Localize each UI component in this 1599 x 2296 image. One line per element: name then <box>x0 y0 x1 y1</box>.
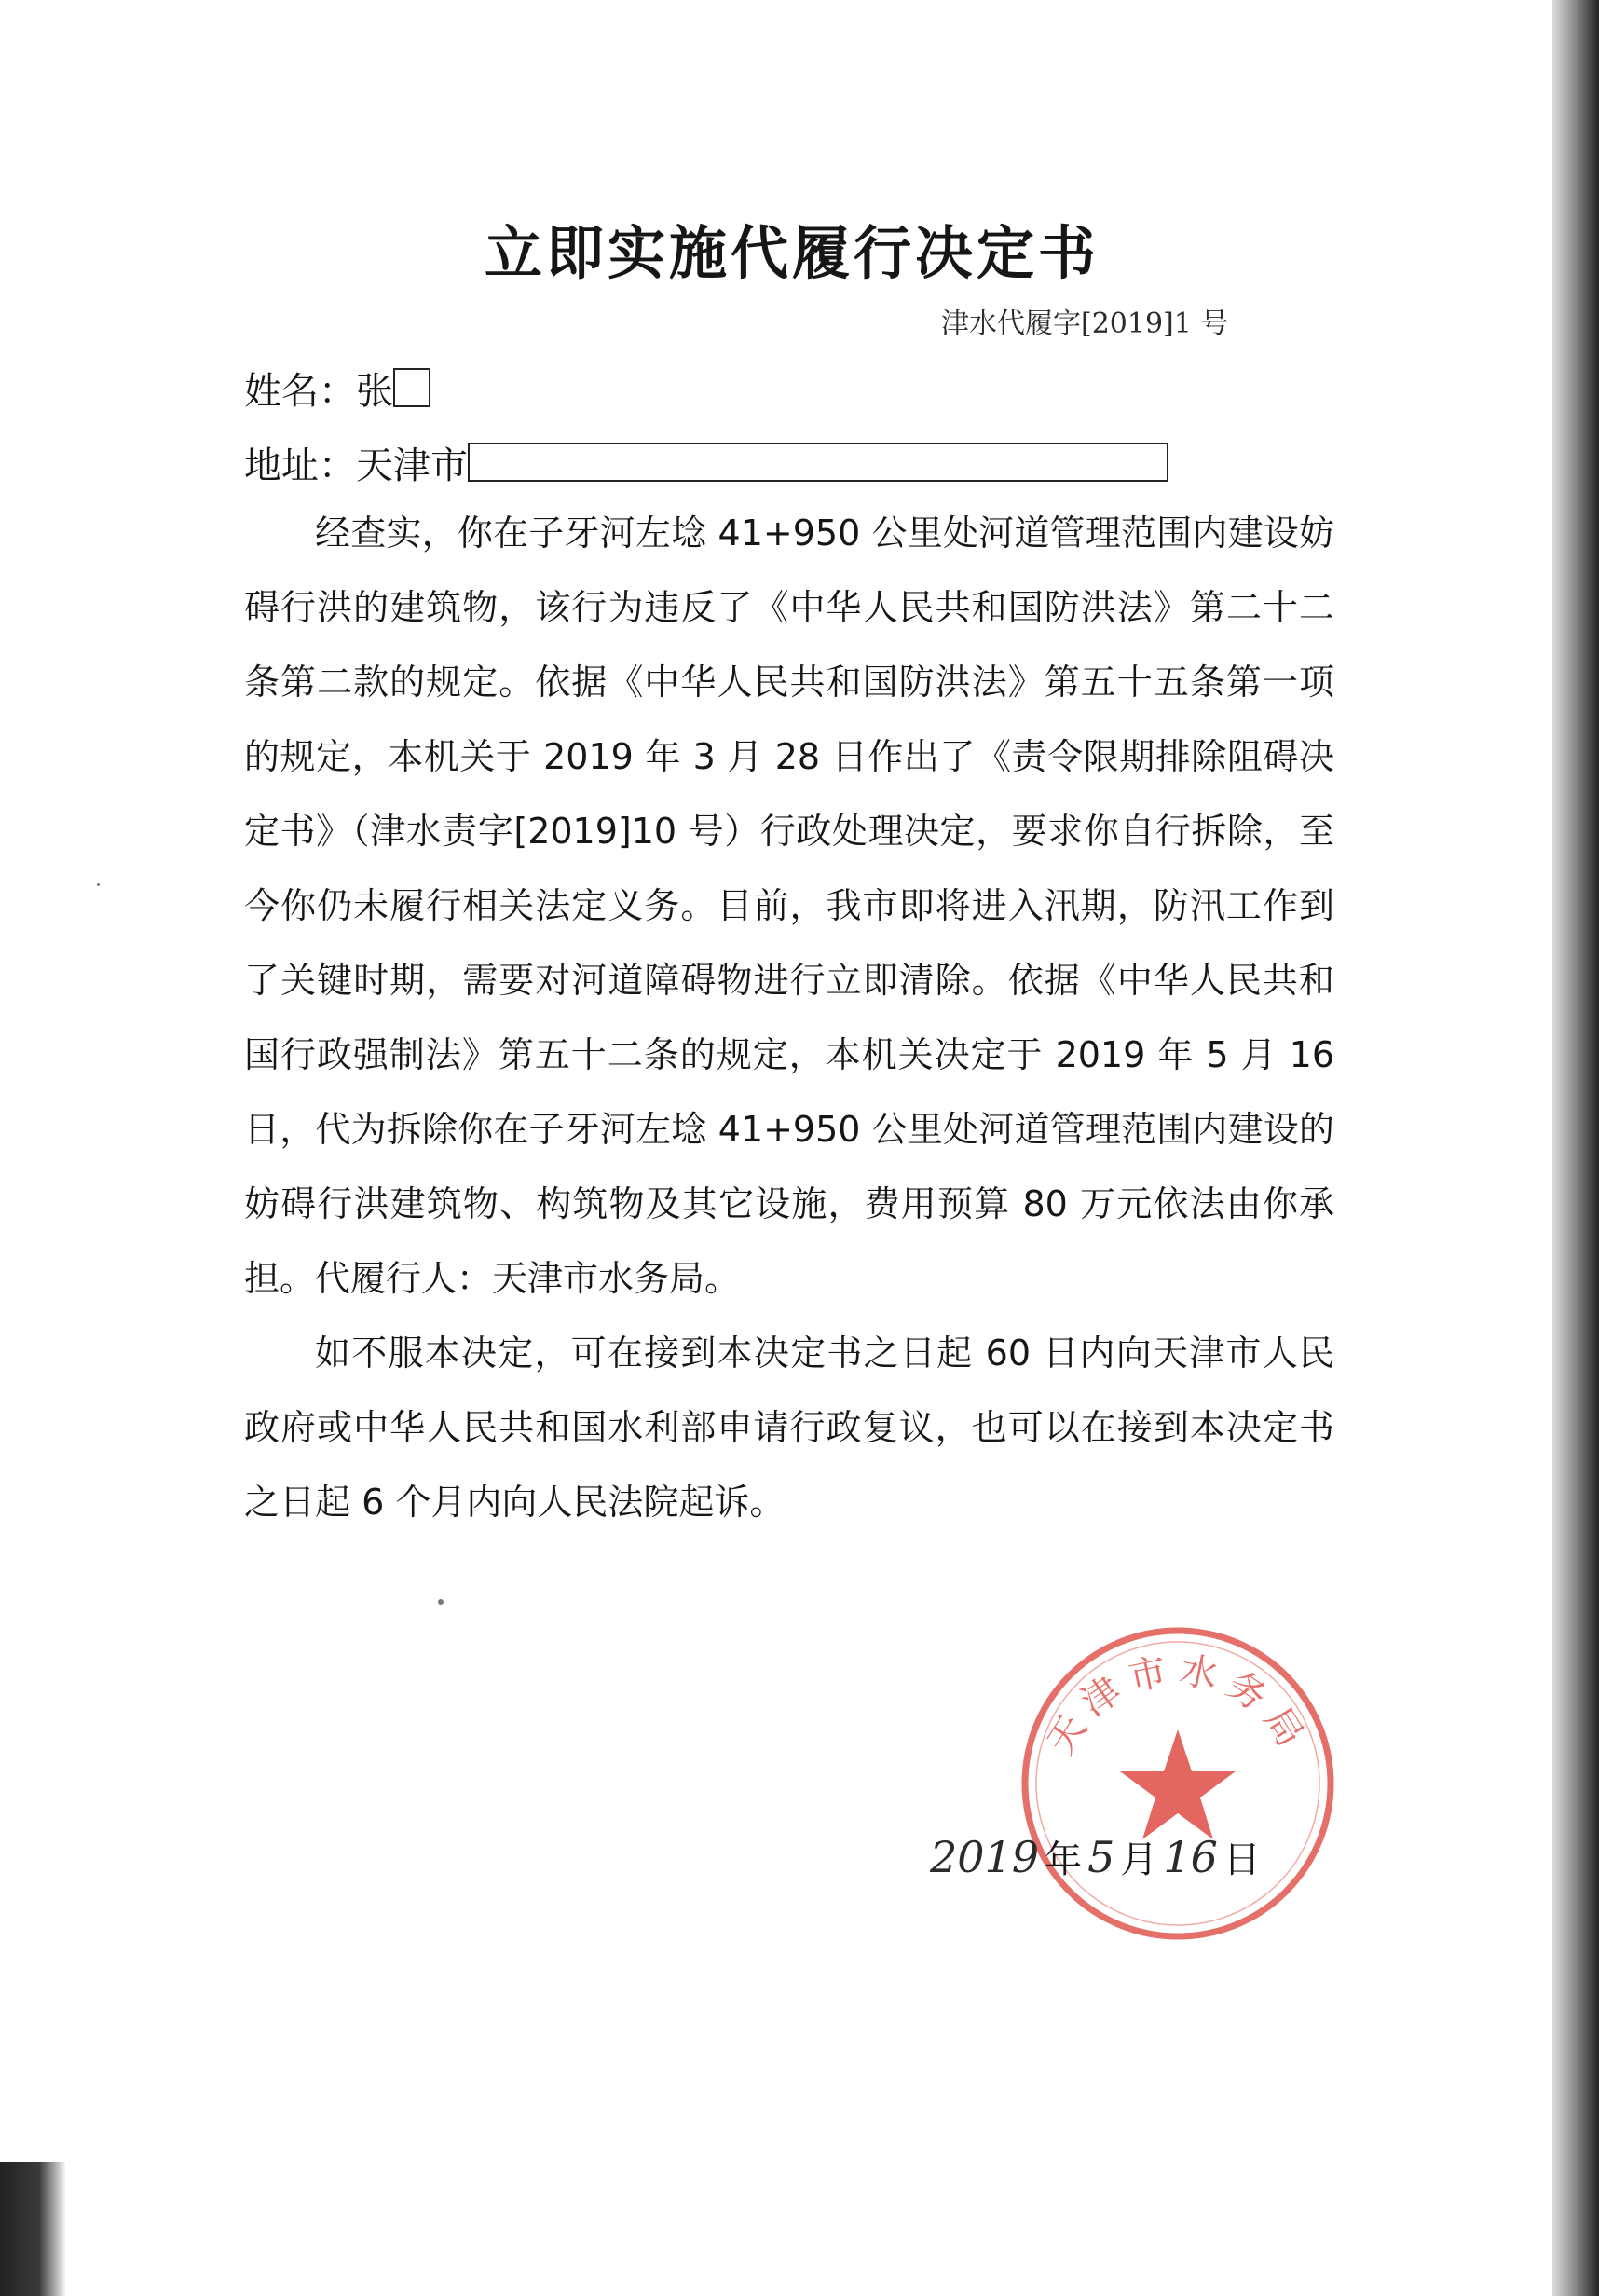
name-label: 姓名： <box>244 370 356 413</box>
seal-star-icon <box>1120 1729 1236 1839</box>
address-redaction-box <box>468 443 1168 482</box>
date-month: 5 <box>1087 1832 1115 1882</box>
date-month-char: 月 <box>1120 1838 1158 1881</box>
body-paragraph-2: 如不服本决定，可在接到本决定书之日起 60 日内向天津市人民政府或中华人民共和国水利部申请行政复议，也可以在接到本决定书之日起 6 个月内向人民法院起诉。 <box>244 1332 1334 1523</box>
seal-text: 天津市水务局 <box>1039 1647 1317 1763</box>
address-value: 天津市 <box>356 444 468 487</box>
date-year-char: 年 <box>1045 1838 1083 1881</box>
scan-speck <box>438 1599 444 1605</box>
date-day: 16 <box>1163 1832 1218 1882</box>
name-field <box>244 362 430 415</box>
address-field <box>244 436 1168 489</box>
scan-edge-shadow <box>1552 0 1599 2296</box>
document-title: 立即实施代履行决定书 <box>484 219 1100 287</box>
scan-speck <box>97 883 100 886</box>
date-year: 2019 <box>930 1832 1040 1882</box>
scan-corner-shadow <box>0 2162 65 2296</box>
address-label: 地址： <box>244 444 356 487</box>
date-day-char: 日 <box>1223 1838 1261 1881</box>
name-value: 张 <box>356 370 393 413</box>
document-body <box>244 496 1334 1539</box>
document-number: 津水代履字[2019]1 号 <box>941 308 1229 340</box>
signature-date <box>930 1830 1266 1883</box>
body-paragraph-1: 经查实，你在子牙河左埝 41+950 公里处河道管理范围内建设妨碍行洪的建筑物，该行为违反了《中华人民共和国防洪法》第二十二条第二款的规定。依据《中华人民共和国防洪法》第五十五条第一项的规定，本机关于 2019 年 3 月 28 日作出了《责令限期排除阻碍决定书》（津水责字[2019]10 号）行政处理决定，要求你自行拆除，至今你仍未履行相关法定义务。目前，我市即将进入汛期，防汛工作到了关键时期，需要对河道障碍物进行立即清除。依据《中华人民共和国行政强制法》第五十二条的规定，本机关决定于 2019 年 5 月 16 日，代为拆除你在子牙河左埝 41+950 公里处河道管理范围内建设的妨碍行洪建筑物、构筑物及其它设施，费用预算 80 万元依法由你承担。代履行人：天津市水务局。 <box>244 512 1334 1299</box>
name-redaction-box <box>393 368 430 407</box>
official-seal <box>1014 1620 1342 1948</box>
